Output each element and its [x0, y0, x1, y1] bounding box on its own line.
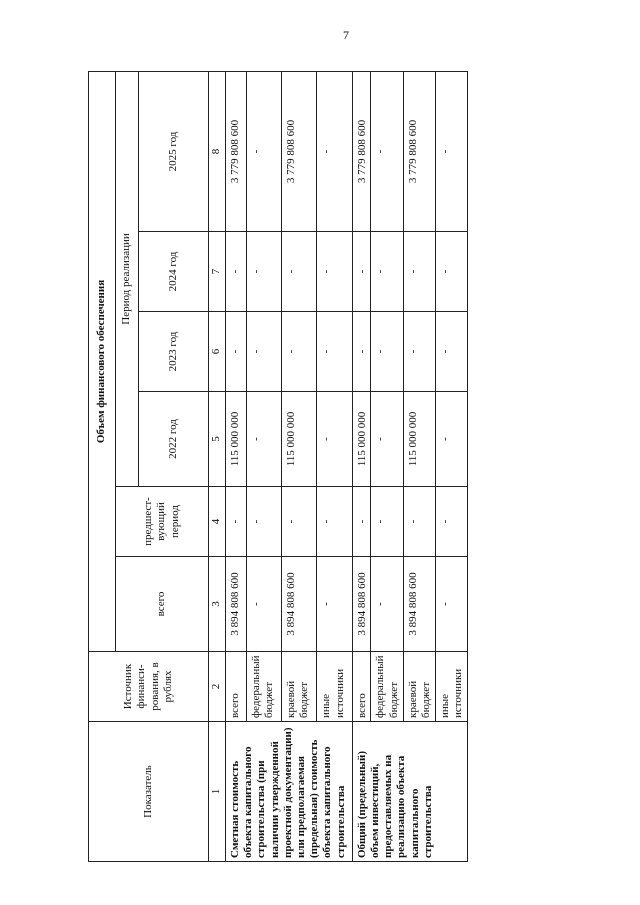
value-cell: 3 779 808 600: [403, 71, 435, 231]
value-cell: 3 779 808 600: [281, 71, 316, 231]
value-cell: 3 779 808 600: [352, 71, 371, 231]
column-number: 7: [209, 232, 226, 312]
source-cell: иные источники: [317, 652, 352, 722]
value-cell: 3 894 808 600: [226, 557, 247, 652]
value-cell: -: [317, 557, 352, 652]
value-cell: 3 894 808 600: [281, 557, 316, 652]
value-cell: -: [226, 312, 247, 392]
value-cell: -: [435, 232, 467, 312]
value-cell: -: [281, 312, 316, 392]
value-cell: -: [371, 557, 403, 652]
header-year-2025: 2025 год: [139, 71, 209, 231]
value-cell: -: [403, 312, 435, 392]
value-cell: -: [317, 487, 352, 557]
value-cell: -: [371, 71, 403, 231]
column-number: 4: [209, 487, 226, 557]
source-cell: федеральный бюджет: [371, 652, 403, 722]
header-year-2023: 2023 год: [139, 312, 209, 392]
value-cell: -: [352, 232, 371, 312]
header-year-2022: 2022 год: [139, 392, 209, 487]
value-cell: 115 000 000: [226, 392, 247, 487]
value-cell: -: [435, 392, 467, 487]
value-cell: -: [246, 557, 281, 652]
source-cell: иные источники: [435, 652, 467, 722]
value-cell: -: [281, 487, 316, 557]
financing-table: [88, 71, 468, 862]
column-number: 8: [209, 71, 226, 231]
source-cell: всего: [226, 652, 247, 722]
value-cell: -: [317, 312, 352, 392]
value-cell: -: [435, 557, 467, 652]
value-cell: 3 894 808 600: [352, 557, 371, 652]
value-cell: 115 000 000: [352, 392, 371, 487]
indicator-estimated-cost: Сметная стоимость объекта капитального строительства (при наличии утвержденной проектной документации) или предполагаемая (предельная) стоимость объекта капитального строительства: [226, 722, 353, 862]
value-cell: -: [435, 71, 467, 231]
header-financing-volume: Объем финансового обеспечения: [89, 71, 116, 651]
value-cell: -: [371, 392, 403, 487]
value-cell: -: [352, 312, 371, 392]
value-cell: -: [317, 392, 352, 487]
source-cell: краевой бюджет: [281, 652, 316, 722]
value-cell: -: [435, 487, 467, 557]
value-cell: -: [317, 232, 352, 312]
value-cell: -: [246, 312, 281, 392]
value-cell: -: [403, 487, 435, 557]
value-cell: -: [281, 232, 316, 312]
value-cell: -: [246, 71, 281, 231]
column-number: 5: [209, 392, 226, 487]
header-source: Источник финанси-рования, в рублях: [89, 652, 209, 722]
header-total: всего: [116, 557, 209, 652]
value-cell: 115 000 000: [281, 392, 316, 487]
column-number: 3: [209, 557, 226, 652]
header-implementation-period: Период реализации: [116, 71, 139, 486]
value-cell: -: [371, 312, 403, 392]
indicator-total-investment: Общий (предельный) объем инвестиций, предоставляемых на реализацию объекта капитального строительства: [352, 722, 467, 862]
value-cell: -: [435, 312, 467, 392]
source-cell: краевой бюджет: [403, 652, 435, 722]
header-year-2024: 2024 год: [139, 232, 209, 312]
value-cell: -: [371, 487, 403, 557]
value-cell: -: [352, 487, 371, 557]
column-number: 6: [209, 312, 226, 392]
source-cell: всего: [352, 652, 371, 722]
value-cell: 115 000 000: [403, 392, 435, 487]
column-number: 2: [209, 652, 226, 722]
value-cell: -: [371, 232, 403, 312]
rotated-table-wrapper: [88, 72, 468, 862]
header-indicator: Показатель: [89, 722, 209, 862]
header-previous-period: предшест-вующий период: [116, 487, 209, 557]
value-cell: 3 894 808 600: [403, 557, 435, 652]
value-cell: -: [226, 487, 247, 557]
value-cell: 3 779 808 600: [226, 71, 247, 231]
value-cell: -: [246, 232, 281, 312]
page-number: 7: [343, 28, 349, 42]
value-cell: -: [403, 232, 435, 312]
value-cell: -: [246, 392, 281, 487]
source-cell: федеральный бюджет: [246, 652, 281, 722]
value-cell: -: [317, 71, 352, 231]
rotated-table-area: [88, 72, 468, 862]
value-cell: -: [226, 232, 247, 312]
column-number: 1: [209, 722, 226, 862]
value-cell: -: [246, 487, 281, 557]
